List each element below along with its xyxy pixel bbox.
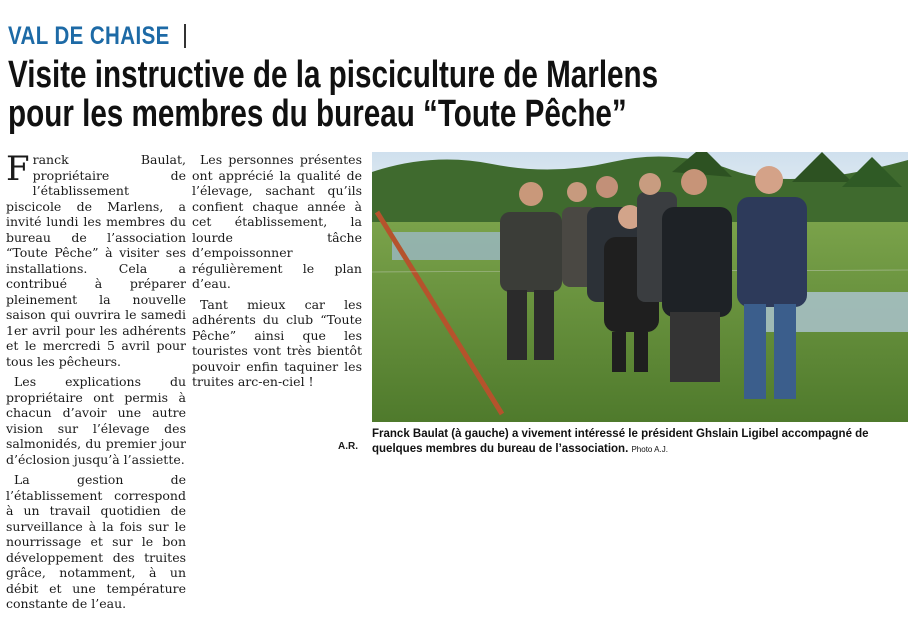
section-header (8, 22, 205, 50)
article-paragraph-5: Tant mieux car les adhérents du club “Toute Pêche” ainsi que les touristes vont très bientôt pouvoir enfin taquiner les truites arc-en-ciel ! (192, 296, 362, 389)
group-photo-illustration (372, 152, 908, 422)
photo-caption (372, 427, 912, 457)
drop-cap: F (6, 149, 30, 189)
article-paragraph-3: La gestion de l’établissement correspond à un travail quotidien de surveillance à la fois sur le nourrissage et sur le bon développement des truites grâce, notamment, à un débit et une température constante de l’eau. (6, 472, 186, 611)
article-headline (8, 56, 918, 134)
paragraph-1-text: ranck Baulat, propriétaire de l’établissement piscicole de Marlens, a invité lundi les membres du bureau de l’association “Toute Pêche” à visiter ses installations. Cela a contribué à préparer pleinement la nouvelle saison qui ouvrira le samedi 1er avril pour les adhérents et le mercredi 5 avril pour tous les pêcheurs. (6, 152, 186, 369)
photo-credit: Photo A.J. (631, 445, 668, 454)
article-paragraph-1 (6, 149, 186, 369)
article-paragraph-4: Les personnes présentes ont apprécié la qualité de l’élevage, sachant qu’ils confient chaque année à cet établissement, la lourde tâche d’empoissonner régulièrement le plan d’eau. (192, 152, 362, 291)
section-divider (184, 24, 186, 48)
headline-line-2: pour les membres du bureau “Toute Pêche” (8, 93, 627, 135)
caption-text: Franck Baulat (à gauche) a vivement intéressé le président Ghslain Ligibel accompagné de quelques membres du bureau de l’association. (372, 428, 869, 455)
article-photo (372, 152, 908, 422)
article-column-2 (192, 152, 362, 395)
headline-line-1: Visite instructive de la pisciculture de Marlens (8, 54, 659, 96)
article-column-1 (6, 149, 186, 617)
article-paragraph-2: Les explications du propriétaire ont permis à chacun d’avoir une autre vision sur l’élevage des salmonidés, du premier jour d’éclosion jusqu’à l’assiette. (6, 374, 186, 467)
author-signature: A.R. (338, 441, 358, 452)
section-label: VAL DE CHAISE (8, 21, 170, 50)
